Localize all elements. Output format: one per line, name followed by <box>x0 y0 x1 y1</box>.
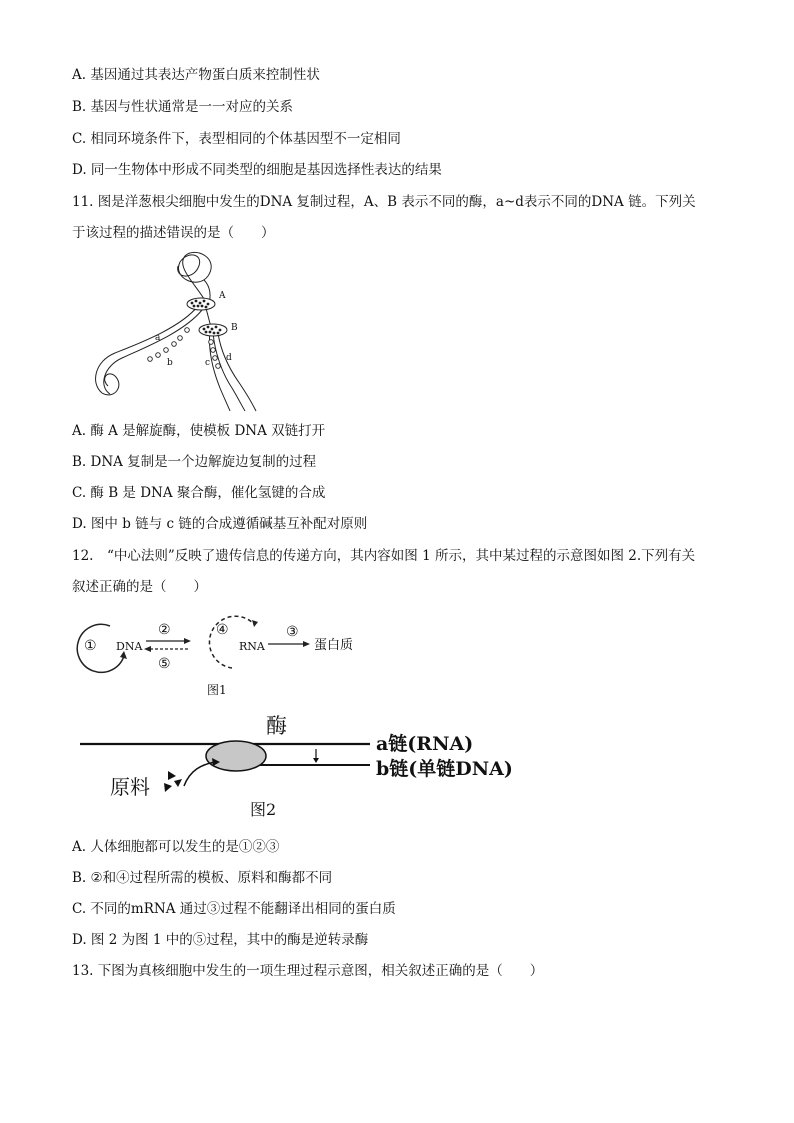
q11-option-a: A. 酶 A 是解旋酶，使模板 DNA 双链打开 <box>72 423 326 439</box>
q12-option-b: B. ②和④过程所需的模板、原料和酶都不同 <box>72 870 333 886</box>
fig1-num-4: ④ <box>216 622 229 638</box>
q12-stem-line2: 叙述正确的是（ ） <box>72 579 207 595</box>
fig2-enzyme: 酶 <box>266 714 287 738</box>
q10-option-a: A. 基因通过其表达产物蛋白质来控制性状 <box>72 67 320 83</box>
fig1-protein: 蛋白质 <box>314 638 354 653</box>
q10-option-b: B. 基因与性状通常是一一对应的关系 <box>72 99 294 115</box>
fig2-chain-a: a链(RNA) <box>376 733 474 755</box>
fig1-rna: RNA <box>239 640 265 653</box>
label-enzyme-b: B <box>231 323 238 333</box>
q10-option-d: D. 同一生物体中形成不同类型的细胞是基因选择性表达的结果 <box>72 162 442 178</box>
fig1-num-5: ⑤ <box>158 656 171 672</box>
q13-stem: 13. 下图为真核细胞中发生的一项生理过程示意图，相关叙述正确的是（ ） <box>72 963 544 979</box>
fig1-num-1: ① <box>84 638 97 654</box>
q11-option-c: C. 酶 B 是 DNA 聚合酶，催化氢键的合成 <box>72 485 326 501</box>
q11-option-b: B. DNA 复制是一个边解旋边复制的过程 <box>72 454 317 470</box>
q12-option-c: C. 不同的mRNA 通过③过程不能翻译出相同的蛋白质 <box>72 901 396 917</box>
transcription-figure-2 <box>72 708 542 818</box>
q12-option-d: D. 图 2 为图 1 中的⑤过程，其中的酶是逆转录酶 <box>72 932 369 948</box>
label-chain-d: d <box>226 353 232 363</box>
q12-stem-line1: 12. “中心法则”反映了遗传信息的传递方向，其内容如图 1 所示，其中某过程的示意图如图 2.下列有关 <box>72 548 696 564</box>
label-chain-c: c <box>205 358 211 368</box>
q12-option-a: A. 人体细胞都可以发生的是①②③ <box>72 839 280 855</box>
q11-option-d: D. 图中 b 链与 c 链的合成遵循碱基互补配对原则 <box>72 516 368 532</box>
label-chain-a: a <box>155 333 161 343</box>
q11-dna-replication-figure <box>80 248 270 413</box>
fig1-num-3: ③ <box>286 624 299 640</box>
fig1-caption: 图1 <box>207 683 227 697</box>
fig1-num-2: ② <box>158 622 171 638</box>
q11-stem-line1: 11. 图是洋葱根尖细胞中发生的DNA 复制过程，A、B 表示不同的酶，a~d表示不同的DNA 链。下列关 <box>72 194 696 210</box>
fig2-caption: 图2 <box>250 800 277 818</box>
q10-option-c: C. 相同环境条件下，表型相同的个体基因型不一定相同 <box>72 131 401 147</box>
fig1-dna: DNA <box>116 640 143 653</box>
label-chain-b: b <box>167 358 173 368</box>
q11-stem-line2: 于该过程的描述错误的是（ ） <box>72 225 275 241</box>
fig2-raw-material: 原料 <box>110 775 150 799</box>
label-enzyme-a: A <box>219 291 226 301</box>
fig2-chain-b: b链(单链DNA) <box>376 758 513 780</box>
